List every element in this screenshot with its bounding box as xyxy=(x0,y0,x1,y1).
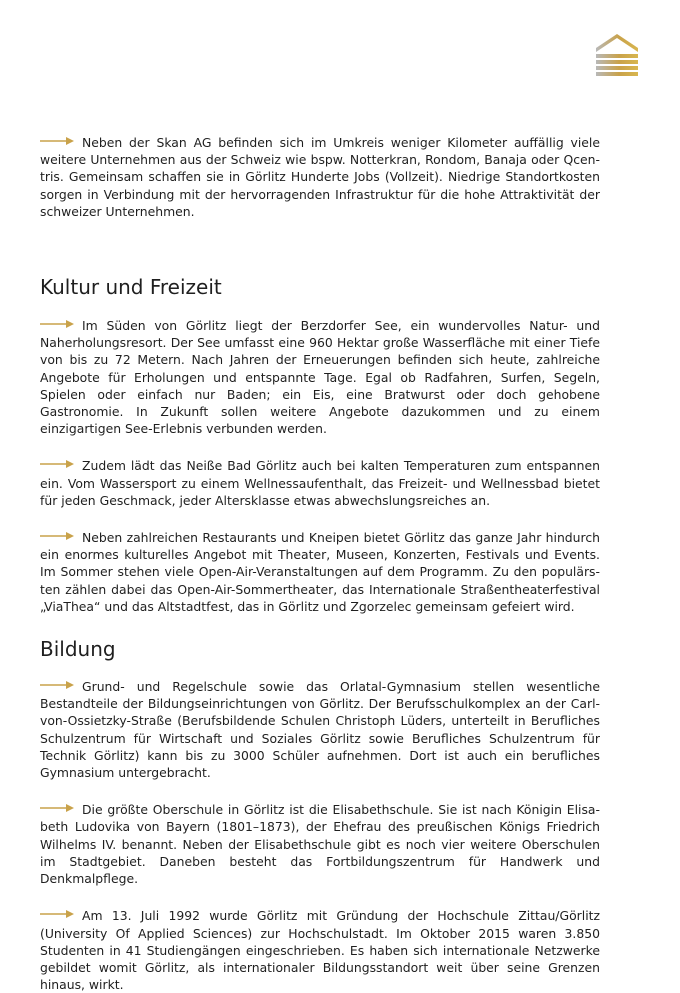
intro-paragraph: Neben der Skan AG befinden sich im Umkreis weniger Kilometer auffällig viele weitere Unternehmen aus der Schweiz wie bspw. Notterkran, Rondom, Banaja oder Qcentris. Gemeinsam schaffen sie in Görlitz Hunderte Jobs (Vollzeit). Niedrige Standortkosten sorgen in Verbindung mit der hervorragenden Infrastruktur für die hohe Attraktivität der schweizer Unternehmen. xyxy=(40,135,600,219)
section-heading-kultur: Kultur und Freizeit xyxy=(40,275,222,300)
arrow-icon xyxy=(40,528,74,538)
arrow-icon xyxy=(40,316,74,326)
bildung-paragraph-2: Die größte Oberschule in Görlitz ist die Elisabethschule. Sie ist nach Königin Elisabeth Ludovika von Bayern (1801–1873), der Ehefrau des preußischen Königs Friedrich Wilhelms IV. benannt. Neben der Elisabethschule gibt es noch vier weitere Oberschulen im Stadtgebiet. Daneben besteht das Fortbildungszentrum für Handwerk und Denkmalpflege. xyxy=(40,802,600,887)
kultur-paragraph-1: Im Süden von Görlitz liegt der Berzdorfer See, ein wundervolles Natur- und Naherholungsresort. Der See umfasst eine 960 Hektar große Wasserfläche mit einer Tiefe von bis zu 72 Metern. Nach Jahren der Erneuerungen befinden sich heute, zahlreiche Angebote für Erholungen und entspannte Tage. Egal ob Radfahren, Surfen, Segeln, Spielen oder einfach nur Baden; ein Eis, eine Bratwurst oder doch gehobene Gastronomie. In Zukunft sollen weitere Angebote dazukommen und zu einem einzigartigen See-Erlebnis verbunden werden. xyxy=(40,318,600,437)
arrow-icon xyxy=(40,133,74,143)
arrow-icon xyxy=(40,800,74,810)
arrow-icon xyxy=(40,906,74,916)
document-body xyxy=(40,133,600,993)
kultur-paragraph-3: Neben zahlreichen Restaurants und Kneipen bietet Görlitz das ganze Jahr hindurch ein enormes kulturelles Angebot mit Theater, Museen, Konzerten, Festivals und Events. Im Sommer stehen viele Open-Air-Veranstaltungen auf dem Programm. Zu den populärsten zählen dabei das Open-Air-Sommertheater, das Internationale Straßentheaterfestival „ViaThea“ und das Altstadtfest, das in Görlitz und Zgorzelec gemeinsam gefeiert wird. xyxy=(40,530,600,614)
bildung-paragraph-3: Am 13. Juli 1992 wurde Görlitz mit Gründung der Hochschule Zittau/Görlitz (University Of Applied Sciences) zur Hochschulstadt. Im Oktober 2015 waren 3.850 Studenten in 41 Studiengängen eingeschrieben. Es haben sich internationale Netzwerke gebildet womit Görlitz, als internationaler Bildungsstandort weit über seine Grenzen hinaus, wirkt. xyxy=(40,908,600,993)
building-stairs-logo-icon xyxy=(594,32,640,78)
arrow-icon xyxy=(40,677,74,687)
section-heading-bildung: Bildung xyxy=(40,637,116,662)
arrow-icon xyxy=(40,456,74,466)
bildung-paragraph-1: Grund- und Regelschule sowie das Orlatal-Gymnasium stellen wesentliche Bestandteile der Bildungseinrichtungen von Görlitz. Der Berufsschulkomplex an der Carl-von-Ossietzky-Straße (Berufsbildende Schulen Christoph Lüders, unterteilt in Berufliches Schulzentrum für Wirtschaft und Soziales Görlitz sowie Berufliches Schulzentrum für Technik Görlitz) kann bis zu 3000 Schüler aufnehmen. Dort ist auch ein berufliches Gymnasium untergebracht. xyxy=(40,679,600,781)
kultur-paragraph-2: Zudem lädt das Neiße Bad Görlitz auch bei kalten Temperaturen zum entspannen ein. Vom Wassersport zu einem Wellnessaufenthalt, das Freizeit- und Wellnessbad bietet für jeden Geschmack, jeder Altersklasse etwas abwechslungsreiches an. xyxy=(40,458,600,508)
